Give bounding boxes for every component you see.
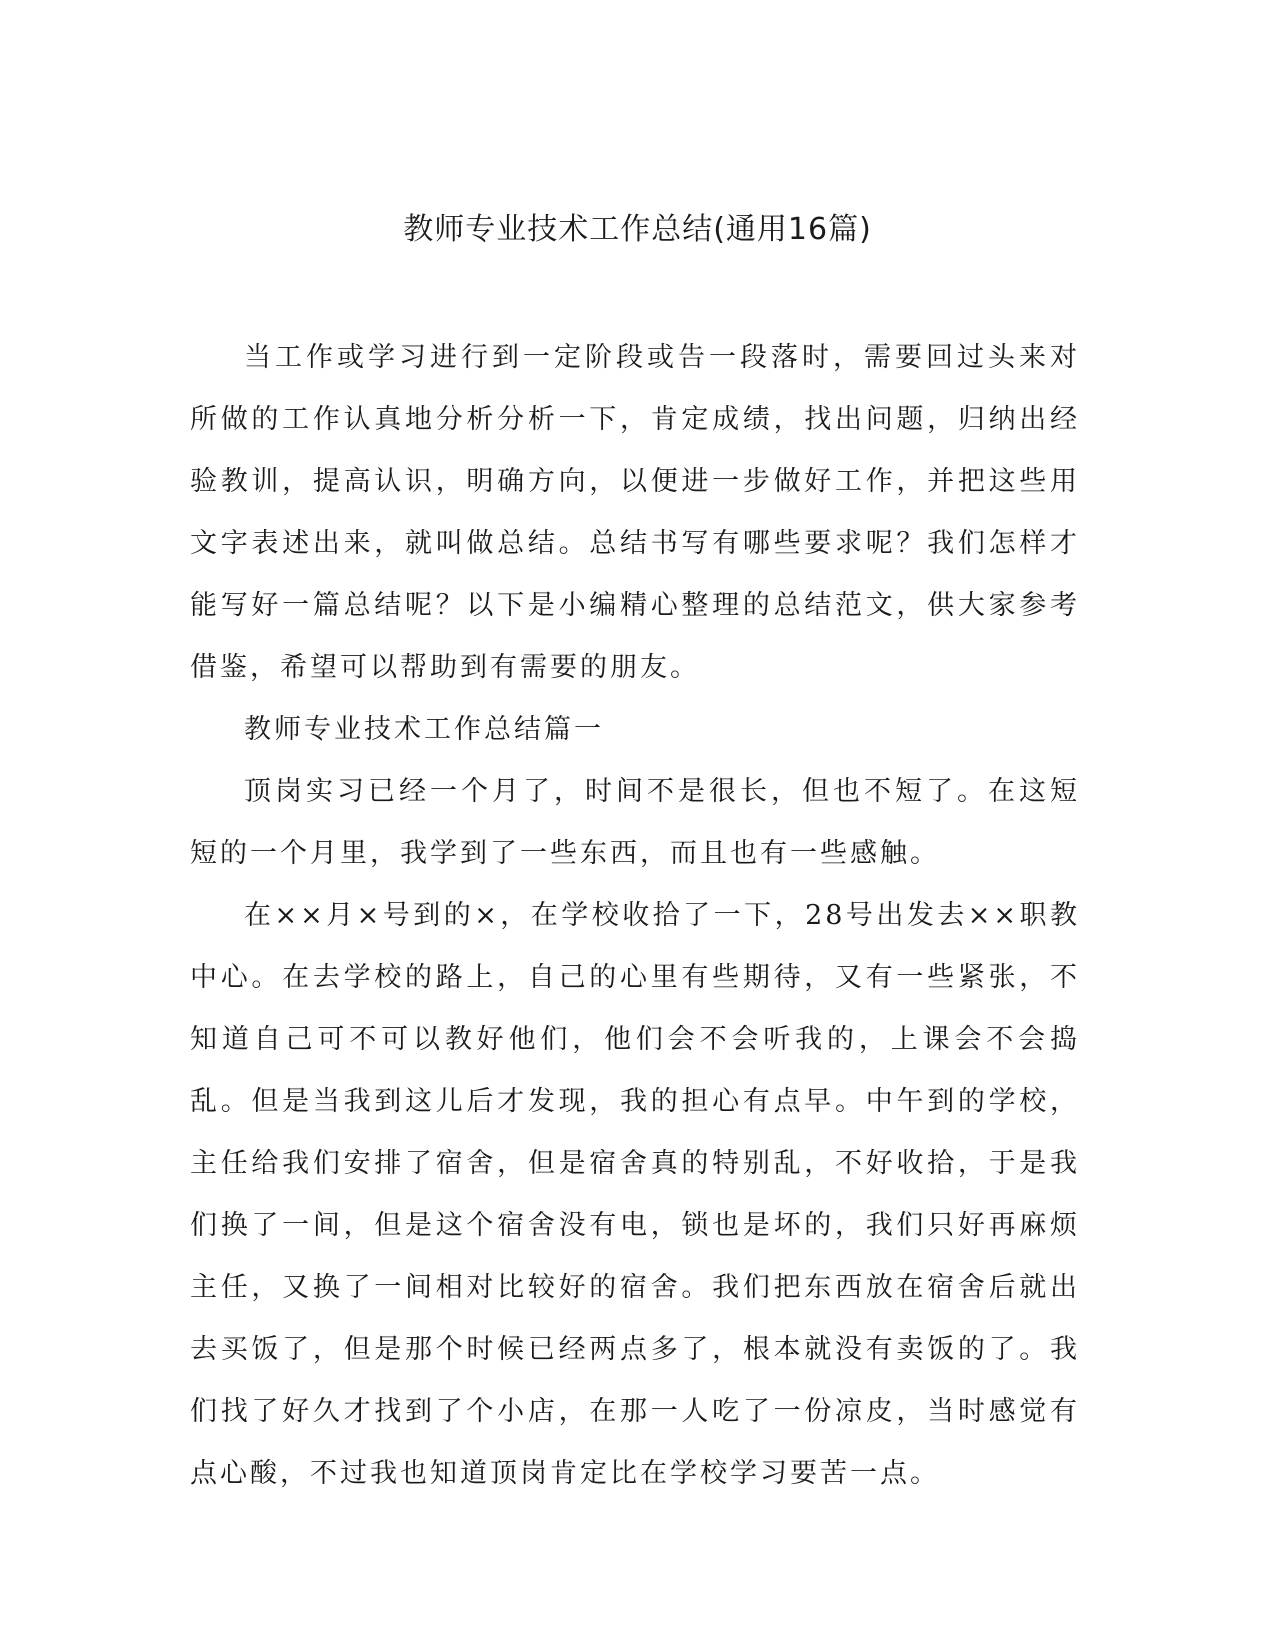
document-body bbox=[190, 327, 1080, 1505]
body-paragraph: 顶岗实习已经一个月了，时间不是很长，但也不短了。在这短短的一个月里，我学到了一些东西，而且也有一些感触。 bbox=[190, 776, 1080, 869]
document-title: 教师专业技术工作总结(通用16篇) bbox=[403, 212, 872, 247]
body-paragraph: 在××月×号到的×，在学校收拾了一下，28号出发去××职教中心。在去学校的路上，自己的心里有些期待，又有一些紧张，不知道自己可不可以教好他们，他们会不会听我的，上课会不会捣乱。但是当我到这儿后才发现，我的担心有点早。中午到的学校，主任给我们安排了宿舍，但是宿舍真的特别乱，不好收拾，于是我们换了一间，但是这个宿舍没有电，锁也是坏的，我们只好再麻烦主任，又换了一间相对比较好的宿舍。我们把东西放在宿舍后就出去买饭了，但是那个时候已经两点多了，根本就没有卖饭的了。我们找了好久才找到了个小店，在那一人吃了一份凉皮，当时感觉有点心酸，不过我也知道顶岗肯定比在学校学习要苦一点。 bbox=[190, 900, 1080, 1489]
section-heading: 教师专业技术工作总结篇一 bbox=[244, 714, 604, 745]
intro-paragraph: 当工作或学习进行到一定阶段或告一段落时，需要回过头来对所做的工作认真地分析分析一下，肯定成绩，找出问题，归纳出经验教训，提高认识，明确方向，以便进一步做好工作，并把这些用文字表述出来，就叫做总结。总结书写有哪些要求呢？我们怎样才能写好一篇总结呢？以下是小编精心整理的总结范文，供大家参考借鉴，希望可以帮助到有需要的朋友。 bbox=[190, 342, 1080, 683]
